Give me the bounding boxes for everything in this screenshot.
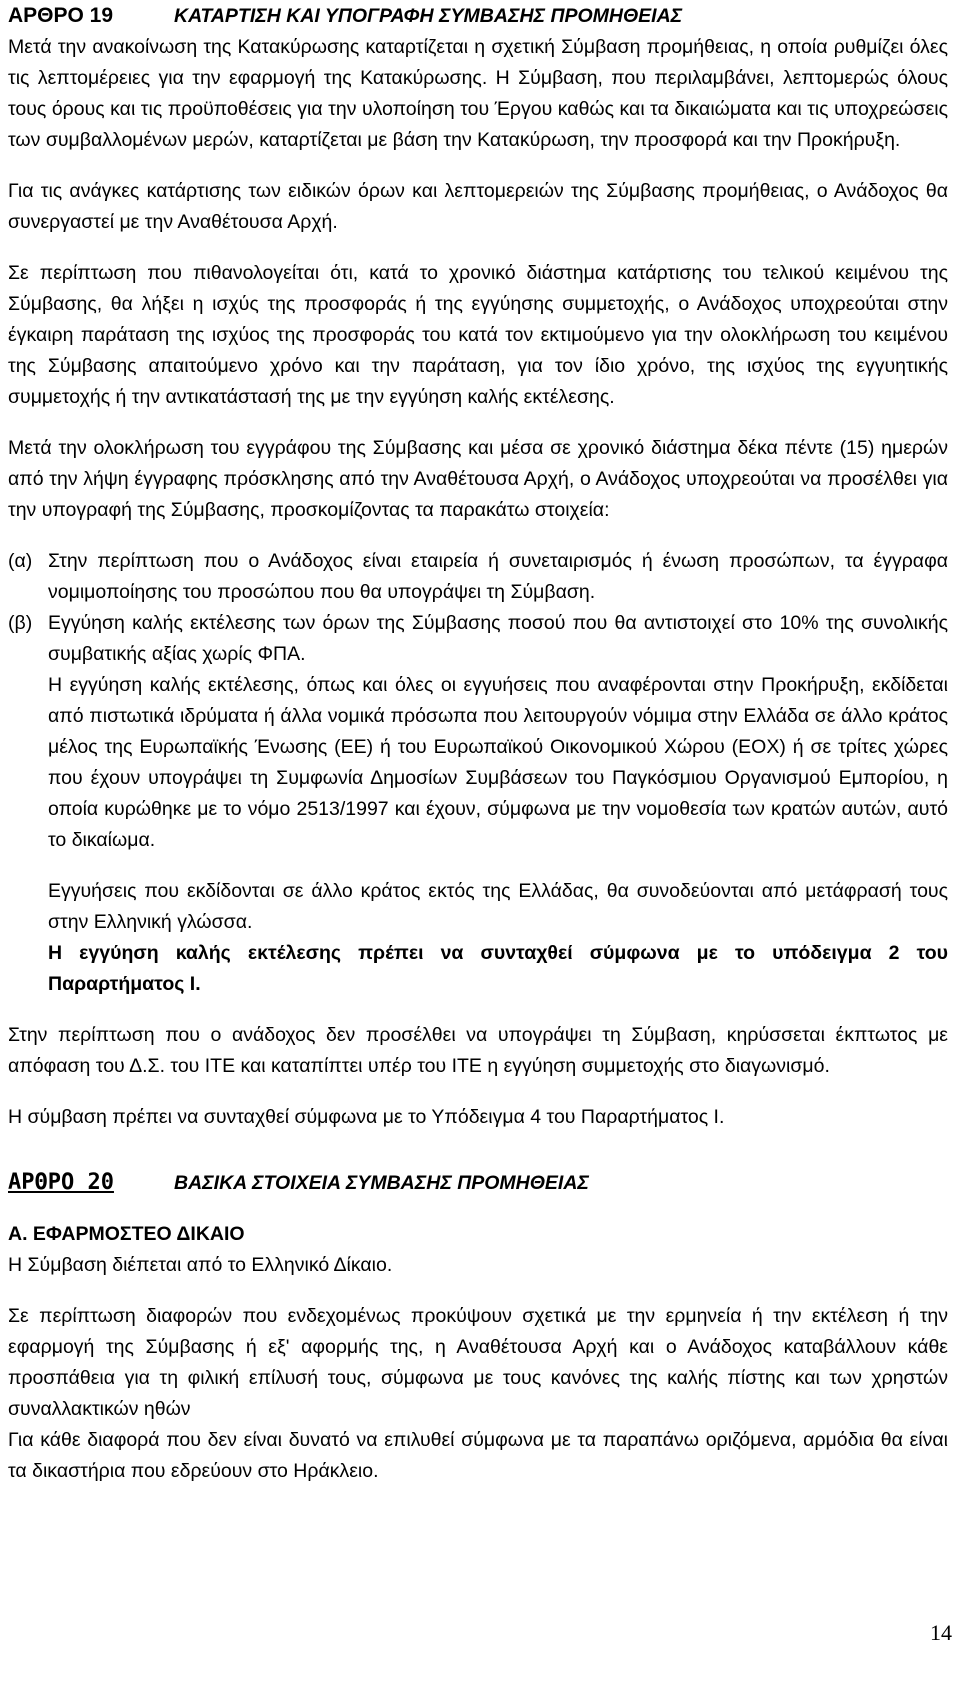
- article-19-paragraph-4: Μετά την ολοκλήρωση του εγγράφου της Σύμβασης και μέσα σε χρονικό διάστημα δέκα πέντε (15) ημερών από την λήψη έγγραφης πρόσκλησης από την Αναθέτουσα Αρχή, ο Ανάδοχος υποχρεούται να προσέλθει για την υπογραφή της Σύμβασης, προσκομίζοντας τα παρακάτω στοιχεία:: [8, 437, 948, 521]
- list-item-b: [48, 608, 948, 1000]
- article-20-number: ΑΡΘΡΟ 20: [8, 1170, 114, 1195]
- article-19-paragraph-3: Σε περίπτωση που πιθανολογείται ότι, κατά το χρονικό διάστημα κατάρτισης του τελικού κειμένου της Σύμβασης, θα λήξει η ισχύς της προσφοράς ή της εγγύησης συμμετοχής, ο Ανάδοχος υποχρεούται στην έγκαιρη παράταση της ισχύος της προσφοράς του κατά τον εκτιμούμενο για την ολοκλήρωση του κειμένου της Σύμβασης απαιτούμενο χρόνο και την παράταση, για τον ίδιο χρόνο, της ισχύος της εγγυητικής συμμετοχής ή την αντικατάστασή της με την εγγύηση καλής εκτέλεσης.: [8, 262, 948, 408]
- translation-paragraph: Εγγυήσεις που εκδίδονται σε άλλο κράτος εκτός της Ελλάδας, θα συνοδεύονται από μετάφρασή τους στην Ελληνική γλώσσα.: [48, 880, 948, 933]
- article-19-number: ΑΡΘΡΟ 19: [8, 4, 114, 27]
- page-number: 14: [930, 1620, 952, 1645]
- article-20-paragraph-1: Η Σύμβαση διέπεται από το Ελληνικό Δίκαιο.: [8, 1254, 393, 1276]
- article-19-paragraph-2: Για τις ανάγκες κατάρτισης των ειδικών όρων και λεπτομερειών της Σύμβασης προμήθειας, ο Ανάδοχος θα συνεργαστεί με την Αναθέτουσα Αρχή.: [8, 180, 948, 233]
- applicable-law-subheading: Α. ΕΦΑΡΜΟΣΤΕΟ ΔΙΚΑΙΟ: [8, 1223, 245, 1245]
- guarantee-template-note: Η εγγύηση καλής εκτέλεσης πρέπει να συνταχθεί σύμφωνα με το υπόδειγμα 2 του Παραρτήματος Ι.: [48, 942, 948, 995]
- article-20-heading: [8, 1167, 948, 1199]
- list-item-b-text: Εγγύηση καλής εκτέλεσης των όρων της Σύμβασης ποσού που θα αντιστοιχεί στο 10% της συνολικής συμβατικής αξίας χωρίς ΦΠΑ.: [48, 612, 948, 665]
- list-item-b-label: (β): [8, 612, 33, 634]
- guarantee-paragraph: Η εγγύηση καλής εκτέλεσης, όπως και όλες οι εγγυήσεις που αναφέρονται στην Προκήρυξη, εκδίδεται από πιστωτικά ιδρύματα ή άλλα νομικά πρόσωπα που λειτουργούν νόμιμα στην Ελλάδα σε άλλο κράτος μέλος της Ευρωπαϊκής Ένωσης (ΕΕ) ή του Ευρωπαϊκού Οικονομικού Χώρου (ΕΟΧ) ή σε τρίτες χώρες που έχουν υπογράψει τη Συμφωνία Δημοσίων Συμβάσεων του Παγκόσμιου Οργανισμού Εμπορίου, η οποία κυρώθηκε με το νόμο 2513/1997 και έχουν, σύμφωνα με την νομοθεσία των κρατών αυτών, αυτό το δικαίωμα.: [48, 674, 948, 851]
- article-19-paragraph-1: Μετά την ανακοίνωση της Κατακύρωσης καταρτίζεται η σχετική Σύμβαση προμήθειας, η οποία ρυθμίζει όλες τις λεπτομέρειες για την εφαρμογή της Κατακύρωσης. Η Σύμβαση, που περιλαμβάνει, λεπτομερώς όλους τους όρους και τις προϋποθέσεις για την υλοποίηση του Έργου καθώς και τα δικαιώματα και τις υποχρεώσεις των συμβαλλομένων μερών, καταρτίζεται με βάση την Κατακύρωση, την προσφορά και την Προκήρυξη.: [8, 36, 948, 151]
- article-20-title: ΒΑΣΙΚΑ ΣΤΟΙΧΕΙΑ ΣΥΜΒΑΣΗΣ ΠΡΟΜΗΘΕΙΑΣ: [174, 1172, 589, 1194]
- article-19-paragraph-6: Η σύμβαση πρέπει να συνταχθεί σύμφωνα με το Υπόδειγμα 4 του Παραρτήματος Ι.: [8, 1106, 725, 1128]
- article-19-heading: [8, 0, 948, 32]
- requirements-list: [8, 546, 948, 1000]
- article-20-paragraph-3: Για κάθε διαφορά που δεν είναι δυνατό να επιλυθεί σύμφωνα με τα παραπάνω οριζόμενα, αρμόδια θα είναι τα δικαστήρια που εδρεύουν στο Ηράκλειο.: [8, 1429, 948, 1482]
- article-19-title: ΚΑΤΑΡΤΙΣΗ ΚΑΙ ΥΠΟΓΡΑΦΗ ΣΥΜΒΑΣΗΣ ΠΡΟΜΗΘΕΙΑΣ: [174, 5, 683, 27]
- list-item-a: Στην περίπτωση που ο Ανάδοχος είναι εταιρεία ή συνεταιρισμός ή ένωση προσώπων, τα έγγραφα νομιμοποίησης του προσώπου που θα υπογράψει τη Σύμβαση.: [48, 550, 948, 603]
- article-19-paragraph-5: Στην περίπτωση που ο ανάδοχος δεν προσέλθει να υπογράψει τη Σύμβαση, κηρύσσεται έκπτωτος με απόφαση του Δ.Σ. του ΙΤΕ και καταπίπτει υπέρ του ΙΤΕ η εγγύηση συμμετοχής στο διαγωνισμό.: [8, 1024, 948, 1077]
- article-20-paragraph-2: Σε περίπτωση διαφορών που ενδεχομένως προκύψουν σχετικά με την ερμηνεία ή την εκτέλεση ή την εφαρμογή της Σύμβασης ή εξ' αφορμής της, η Αναθέτουσα Αρχή και ο Ανάδοχος καταβάλλουν κάθε προσπάθεια για τη φιλική επίλυσή τους, σύμφωνα με τους κανόνες της καλής πίστης και των χρηστών συναλλακτικών ηθών: [8, 1305, 948, 1420]
- document-page: [8, 0, 948, 1487]
- list-item-a-label: (α): [8, 550, 33, 572]
